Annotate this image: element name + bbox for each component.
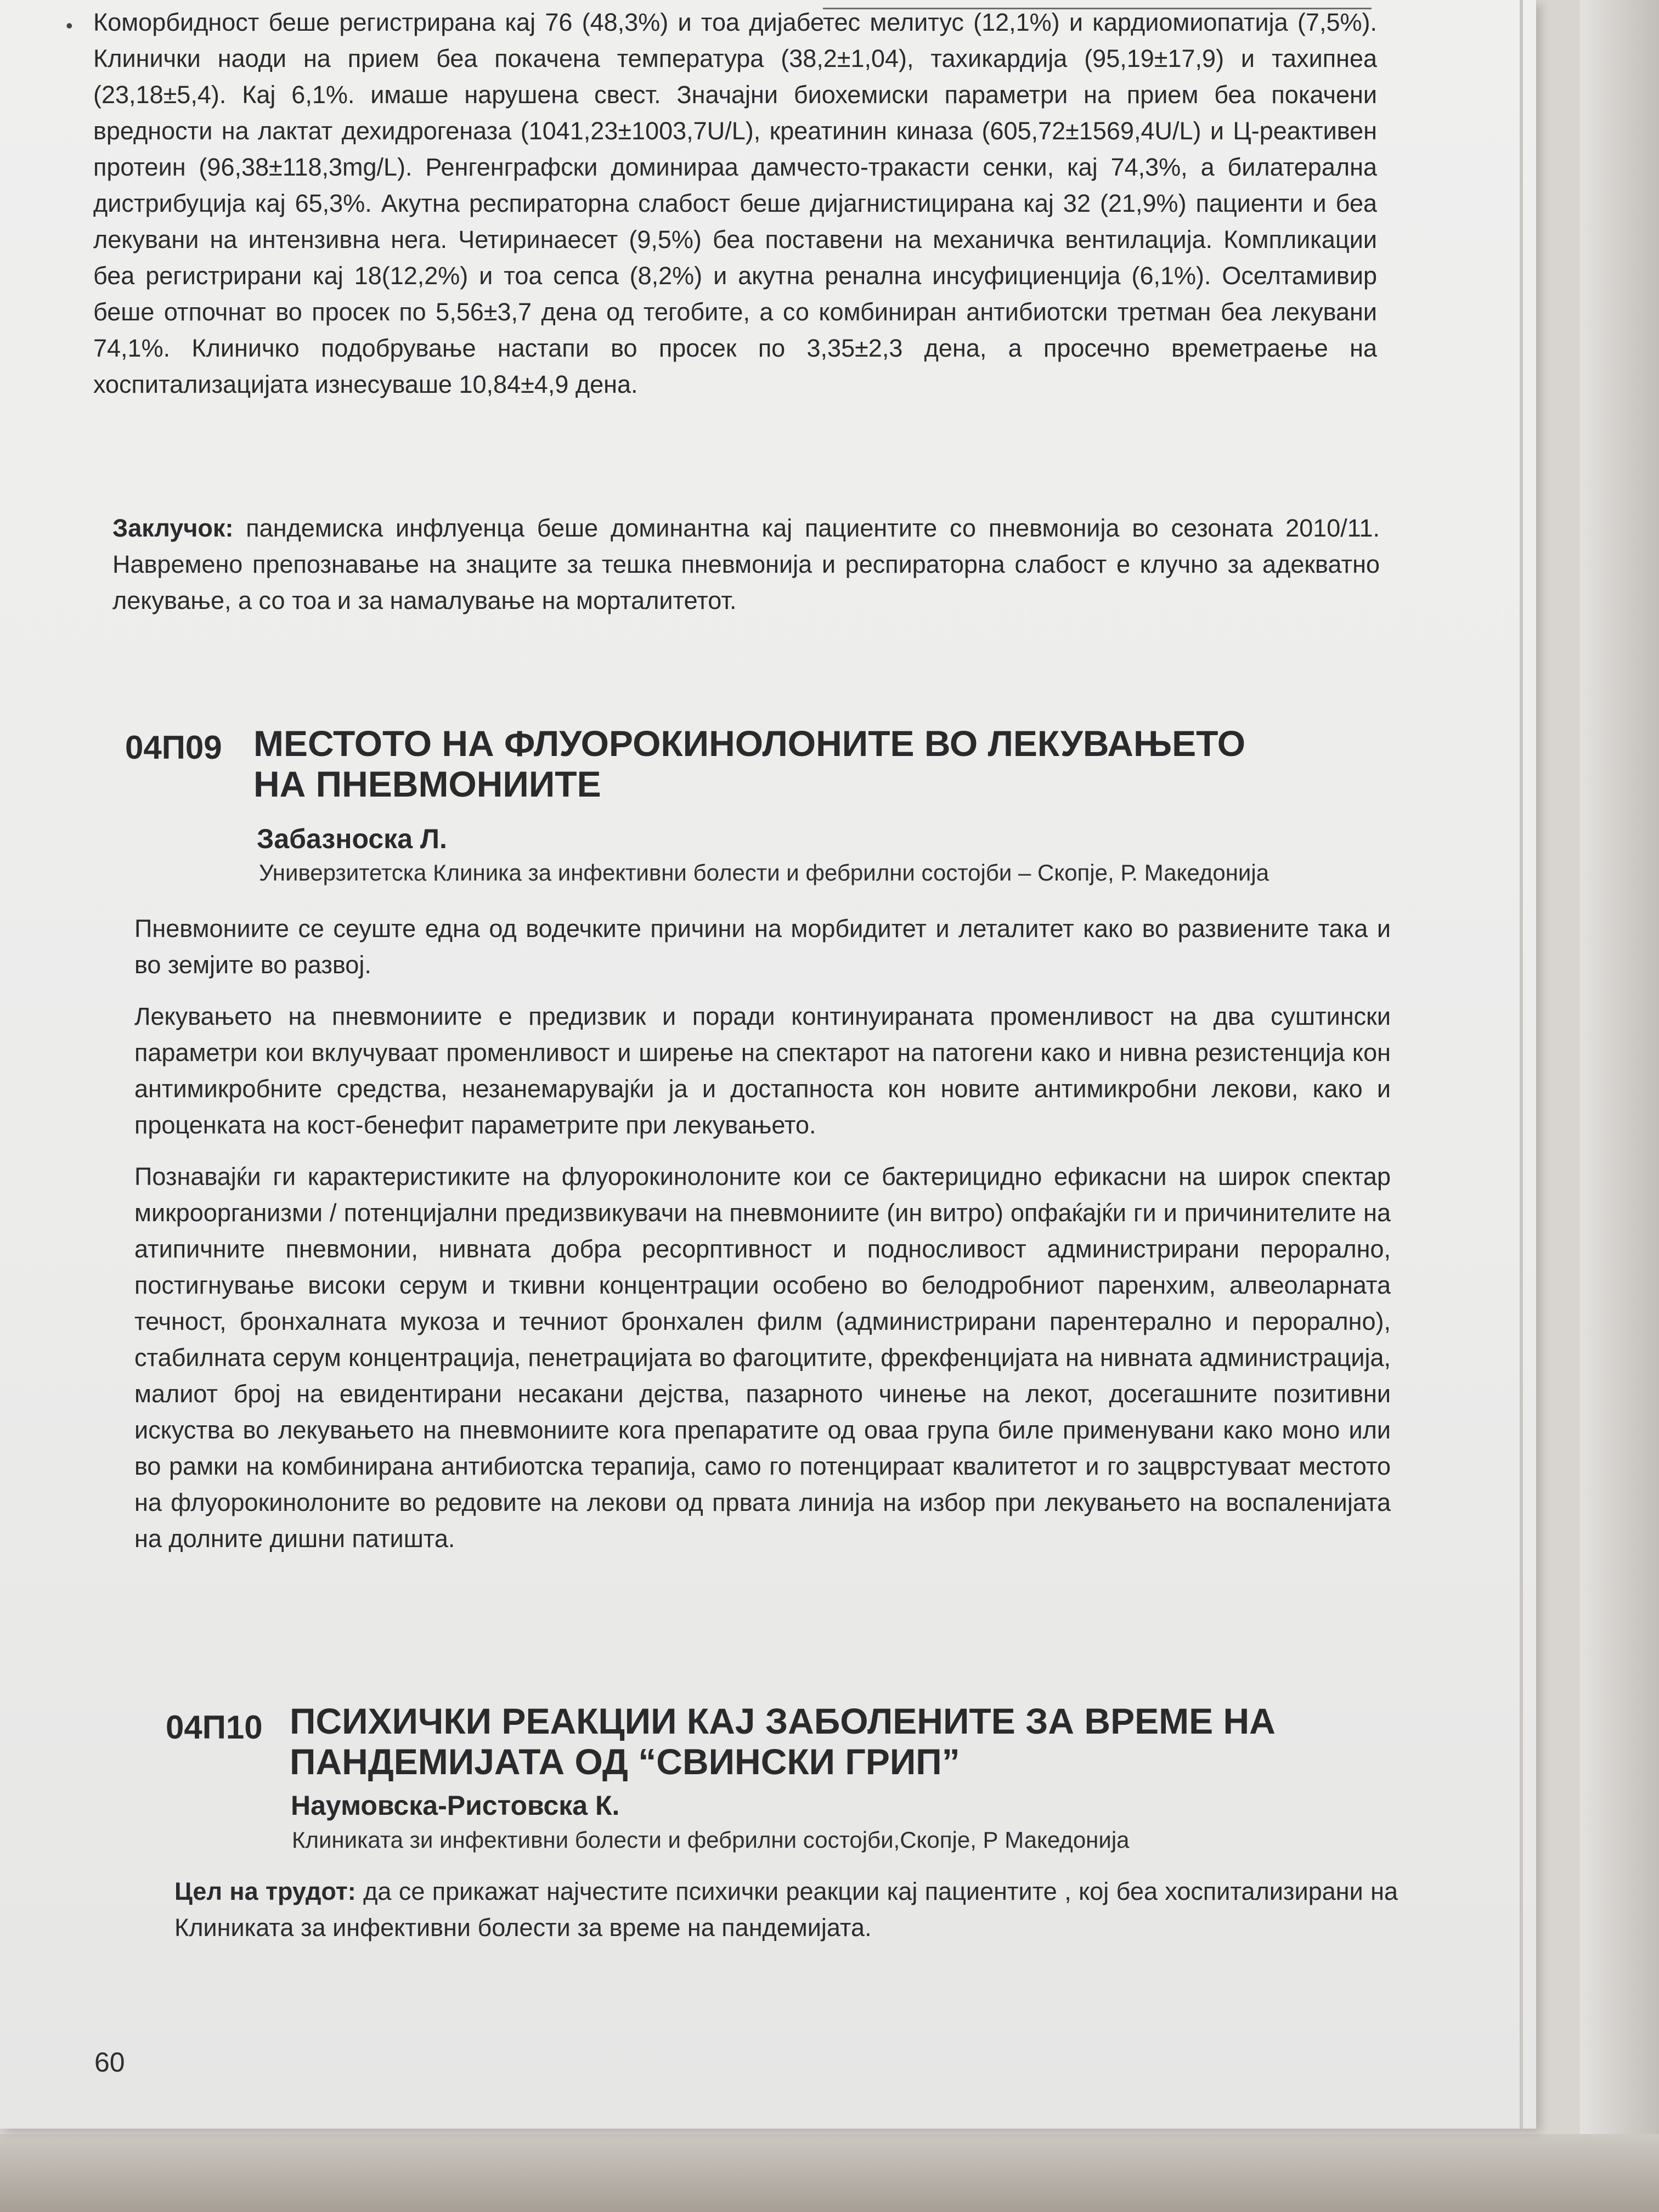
conclusion-text: пандемиска инфлуенца беше доминантна кај пациентите со пневмонија во сезоната 2010/11. Навремено препознавање на знаците за тешка пневмонија и респираторна слабост е клучно за адекватно лекување, а со тоа и за намалување на морталитетот. (112, 514, 1380, 614)
aim-paragraph (174, 1874, 1398, 1946)
background-surface-bottom (0, 2134, 1659, 2212)
section-title-line: НА ПНЕВМОНИИТЕ (253, 764, 601, 804)
section-title-04p10 (290, 1701, 1442, 1782)
bullet-marker: • (66, 14, 73, 37)
affiliation-04p09: Универзитетска Клиника за инфективни болести и фебрилни состојби – Скопје, Р. Македонија (259, 860, 1269, 885)
aim-text: да се прикажат најчестите психички реакции кај пациентите , кој беа хоспитализирани на Клиниката за инфективни болести за време на пандемијата. (174, 1877, 1398, 1942)
background-surface-right (1580, 0, 1659, 2212)
author-04p09: Забазноска Л. (257, 823, 447, 854)
abstract-conclusion (112, 510, 1380, 634)
section-title-04p09 (253, 723, 1406, 804)
section-title-line: ПАНДЕМИЈАТА ОД “СВИНСКИ ГРИП” (290, 1741, 960, 1782)
section-body-04p09 (134, 911, 1391, 1572)
body-paragraph: Лекувањето на пневмониите е предизвик и поради континуираната променливост на два суштински параметри кои вклучуваат променливост и ширење на спектарот на патогени како и нивна резистенција кон антимикробните средства, незанемарувајќи ја и достапноста кон новите антимикробни лекови, како и проценката на кост-бенефит параметрите при лекувањето. (134, 1002, 1391, 1139)
aim-label: Цел на трудот: (174, 1877, 356, 1905)
page-number: 60 (94, 2047, 125, 2078)
body-paragraph: Познавајќи ги карактеристиките на флуорокинолоните кои се бактерицидно ефикасни на широк спектар микроорганизми / потенцијални предизвикувачи на пневмониите (ин витро) опфаќајќи ги и причинителите на атипичните пневмонии, нивната добра ресорптивност и подносливост администрирани перорално, постигнување високи серум и ткивни концентрации особено во белодробниот паренхим, алвеоларната течност, бронхалната мукоза и течниот бронхален филм (администрирани парентерално и перорално), стабилната серум концентрација, пенетрацијата во фагоцитите, фрекфенцијата на нивната администрација, малиот број на евидентирани несакани дејства, пазарното чинење на лекот, досегашните позитивни искуства во лекувањето на пневмониите кога препаратите од оваа група биле применувани како моно или во рамки на комбинирана антибиотска терапија, само го потенцираат квалитетот и го зацврстуваат местото на флуорокинолоните во редовите на лекови од првата линија на избор при лекувањето на воспаленијата на долните дишни патишта. (134, 1163, 1391, 1553)
conclusion-paragraph (112, 510, 1380, 619)
abstract-results-paragraph: Коморбидност беше регистрирана кај 76 (48,3%) и тоа дијабетес мелитус (12,1%) и кардиомиопатија (7,5%). Клинички наоди на прием беа покачена температура (38,2±1,04), тахикардија (95,19±17,9) и тахипнеа (23,18±5,4). Кај 6,1%. имаше нарушена свест. Значајни биохемиски параметри на прием беа покачени вредности на лактат дехидрогеназа (1041,23±1003,7U/L), креатинин киназа (605,72±1569,4U/L) и Ц-реактивен протеин (96,38±118,3mg/L). Ренгенграфски доминираа дамчесто-тракасти сенки, кај 74,3%, а билатерална дистрибуција кај 65,3%. Акутна респираторна слабост беше дијагнистицирана кај 32 (21,9%) пациенти и беа лекувани на интензивна нега. Четиринаесет (9,5%) беа поставени на механичка вентилација. Компликации беа регистрирани кај 18(12,2%) и тоа сепса (8,2%) и акутна ренална инсуфициенција (6,1%). Оселтамивир беше отпочнат во просек по 5,56±3,7 дена од тегобите, а со комбиниран антибиотски третман беа лекувани 74,1%. Клиничко подобрување настапи во просек по 3,35±2,3 дена, а просечно времетраење на хоспитализацијата изнесуваше 10,84±4,9 дена. (93, 8, 1377, 398)
body-paragraph: Пневмониите се сеуште една од водечките причини на морбидитет и леталитет како во развиените така и во земјите во развој. (134, 915, 1391, 979)
abstract-continued (93, 4, 1377, 418)
section-code-04p09: 04П09 (125, 729, 222, 766)
section-title-line: ПСИХИЧКИ РЕАКЦИИ КАЈ ЗАБОЛЕНИТЕ ЗА ВРЕМЕ НА (290, 1701, 1276, 1741)
author-04p10: Наумовска-Ристовска К. (291, 1790, 620, 1821)
section-title-line: МЕСТОТО НА ФЛУОРОКИНОЛОНИТЕ ВО ЛЕКУВАЊЕТО (253, 723, 1246, 764)
page-edge (1520, 0, 1523, 2129)
section-body-04p10 (174, 1874, 1398, 1961)
affiliation-04p10: Клиниката зи инфективни болести и фебрилни состојби,Скопје, Р Македонија (292, 1827, 1130, 1853)
conclusion-label: Заклучок: (112, 514, 234, 542)
section-code-04p10: 04П10 (166, 1709, 263, 1746)
